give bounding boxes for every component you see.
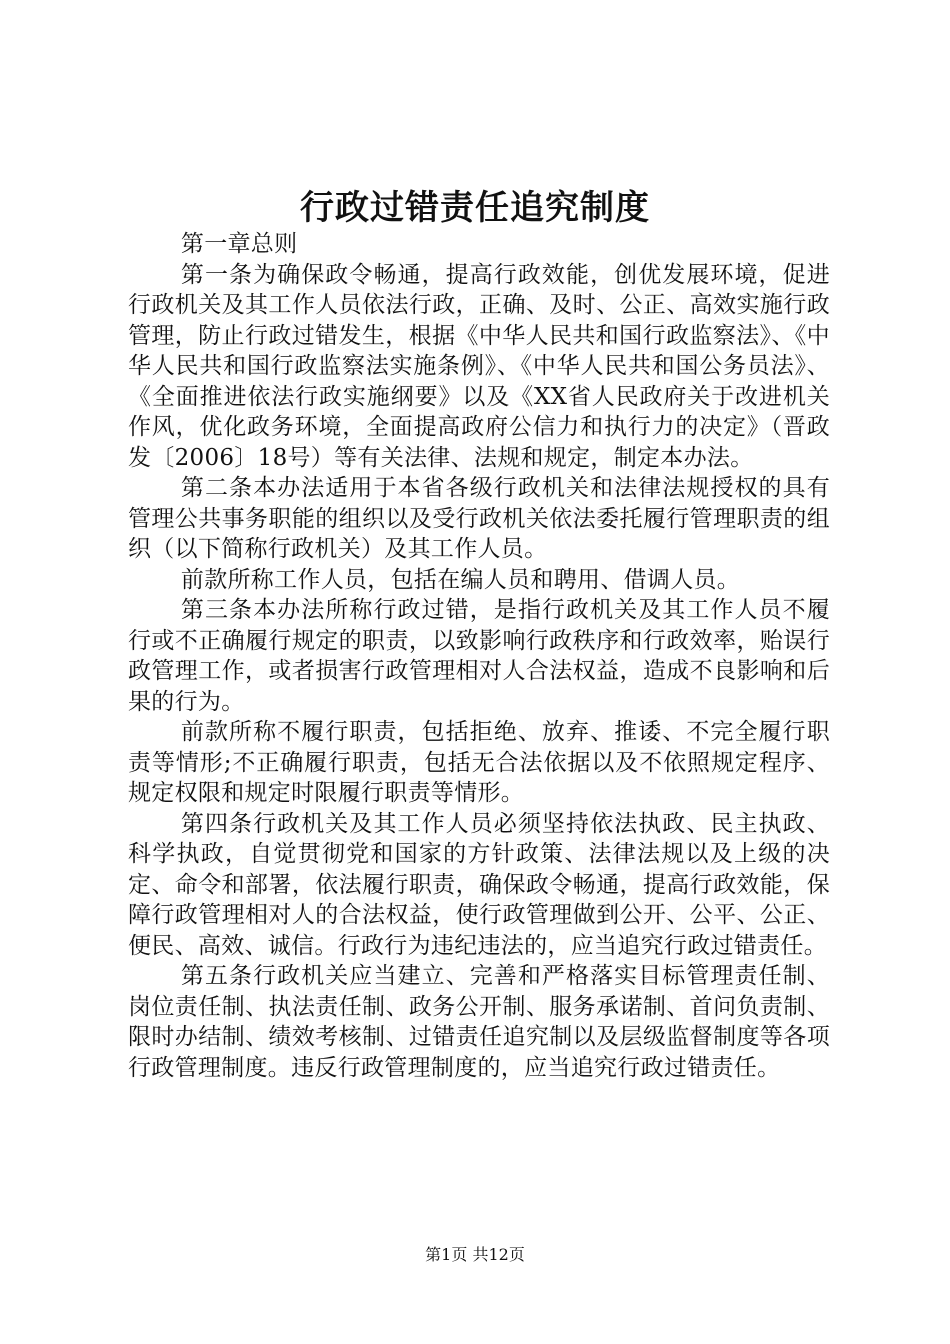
page-number: 第1页 [425,1245,468,1264]
document-body [128,229,830,1083]
paragraph-article-3-note: 前款所称不履行职责，包括拒绝、放弃、推诿、不完全履行职责等情形;不正确履行职责，包括无合法依据以及不依照规定程序、规定权限和规定时限履行职责等情形。 [128,719,830,806]
page-footer [0,1243,950,1267]
paragraph-article-5: 第五条行政机关应当建立、完善和严格落实目标管理责任制、岗位责任制、执法责任制、政务公开制、服务承诺制、首问负责制、限时办结制、绩效考核制、过错责任追究制以及层级监督制度等各项行政管理制度。违反行政管理制度的，应当追究行政过错责任。 [128,963,830,1081]
paragraph-article-4: 第四条行政机关及其工作人员必须坚持依法执政、民主执政、科学执政，自觉贯彻党和国家的方针政策、法律法规以及上级的决定、命令和部署，依法履行职责，确保政令畅通，提高行政效能，保障行政管理相对人的合法权益，使行政管理做到公开、公平、公正、便民、高效、诚信。行政行为违纪违法的，应当追究行政过错责任。 [128,810,830,959]
chapter-heading: 第一章总则 [180,231,298,257]
document-title: 行政过错责任追究制度 [300,188,650,228]
paragraph-article-2-note: 前款所称工作人员，包括在编人员和聘用、借调人员。 [180,566,741,593]
paragraph-article-2: 第二条本办法适用于本省各级行政机关和法律法规授权的具有管理公共事务职能的组织以及受行政机关依法委托履行管理职责的组织（以下简称行政机关）及其工作人员。 [128,475,830,562]
page-total: 共12页 [472,1245,525,1264]
paragraph-article-3: 第三条本办法所称行政过错，是指行政机关及其工作人员不履行或不正确履行规定的职责，以致影响行政秩序和行政效率，贻误行政管理工作，或者损害行政管理相对人合法权益，造成不良影响和后果的行为。 [128,597,830,715]
paragraph-article-1: 第一条为确保政令畅通，提高行政效能，创优发展环境，促进行政机关及其工作人员依法行政，正确、及时、公正、高效实施行政管理，防止行政过错发生，根据《中华人民共和国行政监察法》、《中华人民共和国行政监察法实施条例》、《中华人民共和国公务员法》、《全面推进依法行政实施纲要》以及《XX省人民政府关于改进机关作风，优化政务环境，全面提高政府公信力和执行力的决定》（晋政发〔2006〕18号）等有关法律、法规和规定，制定本办法。 [128,261,830,471]
